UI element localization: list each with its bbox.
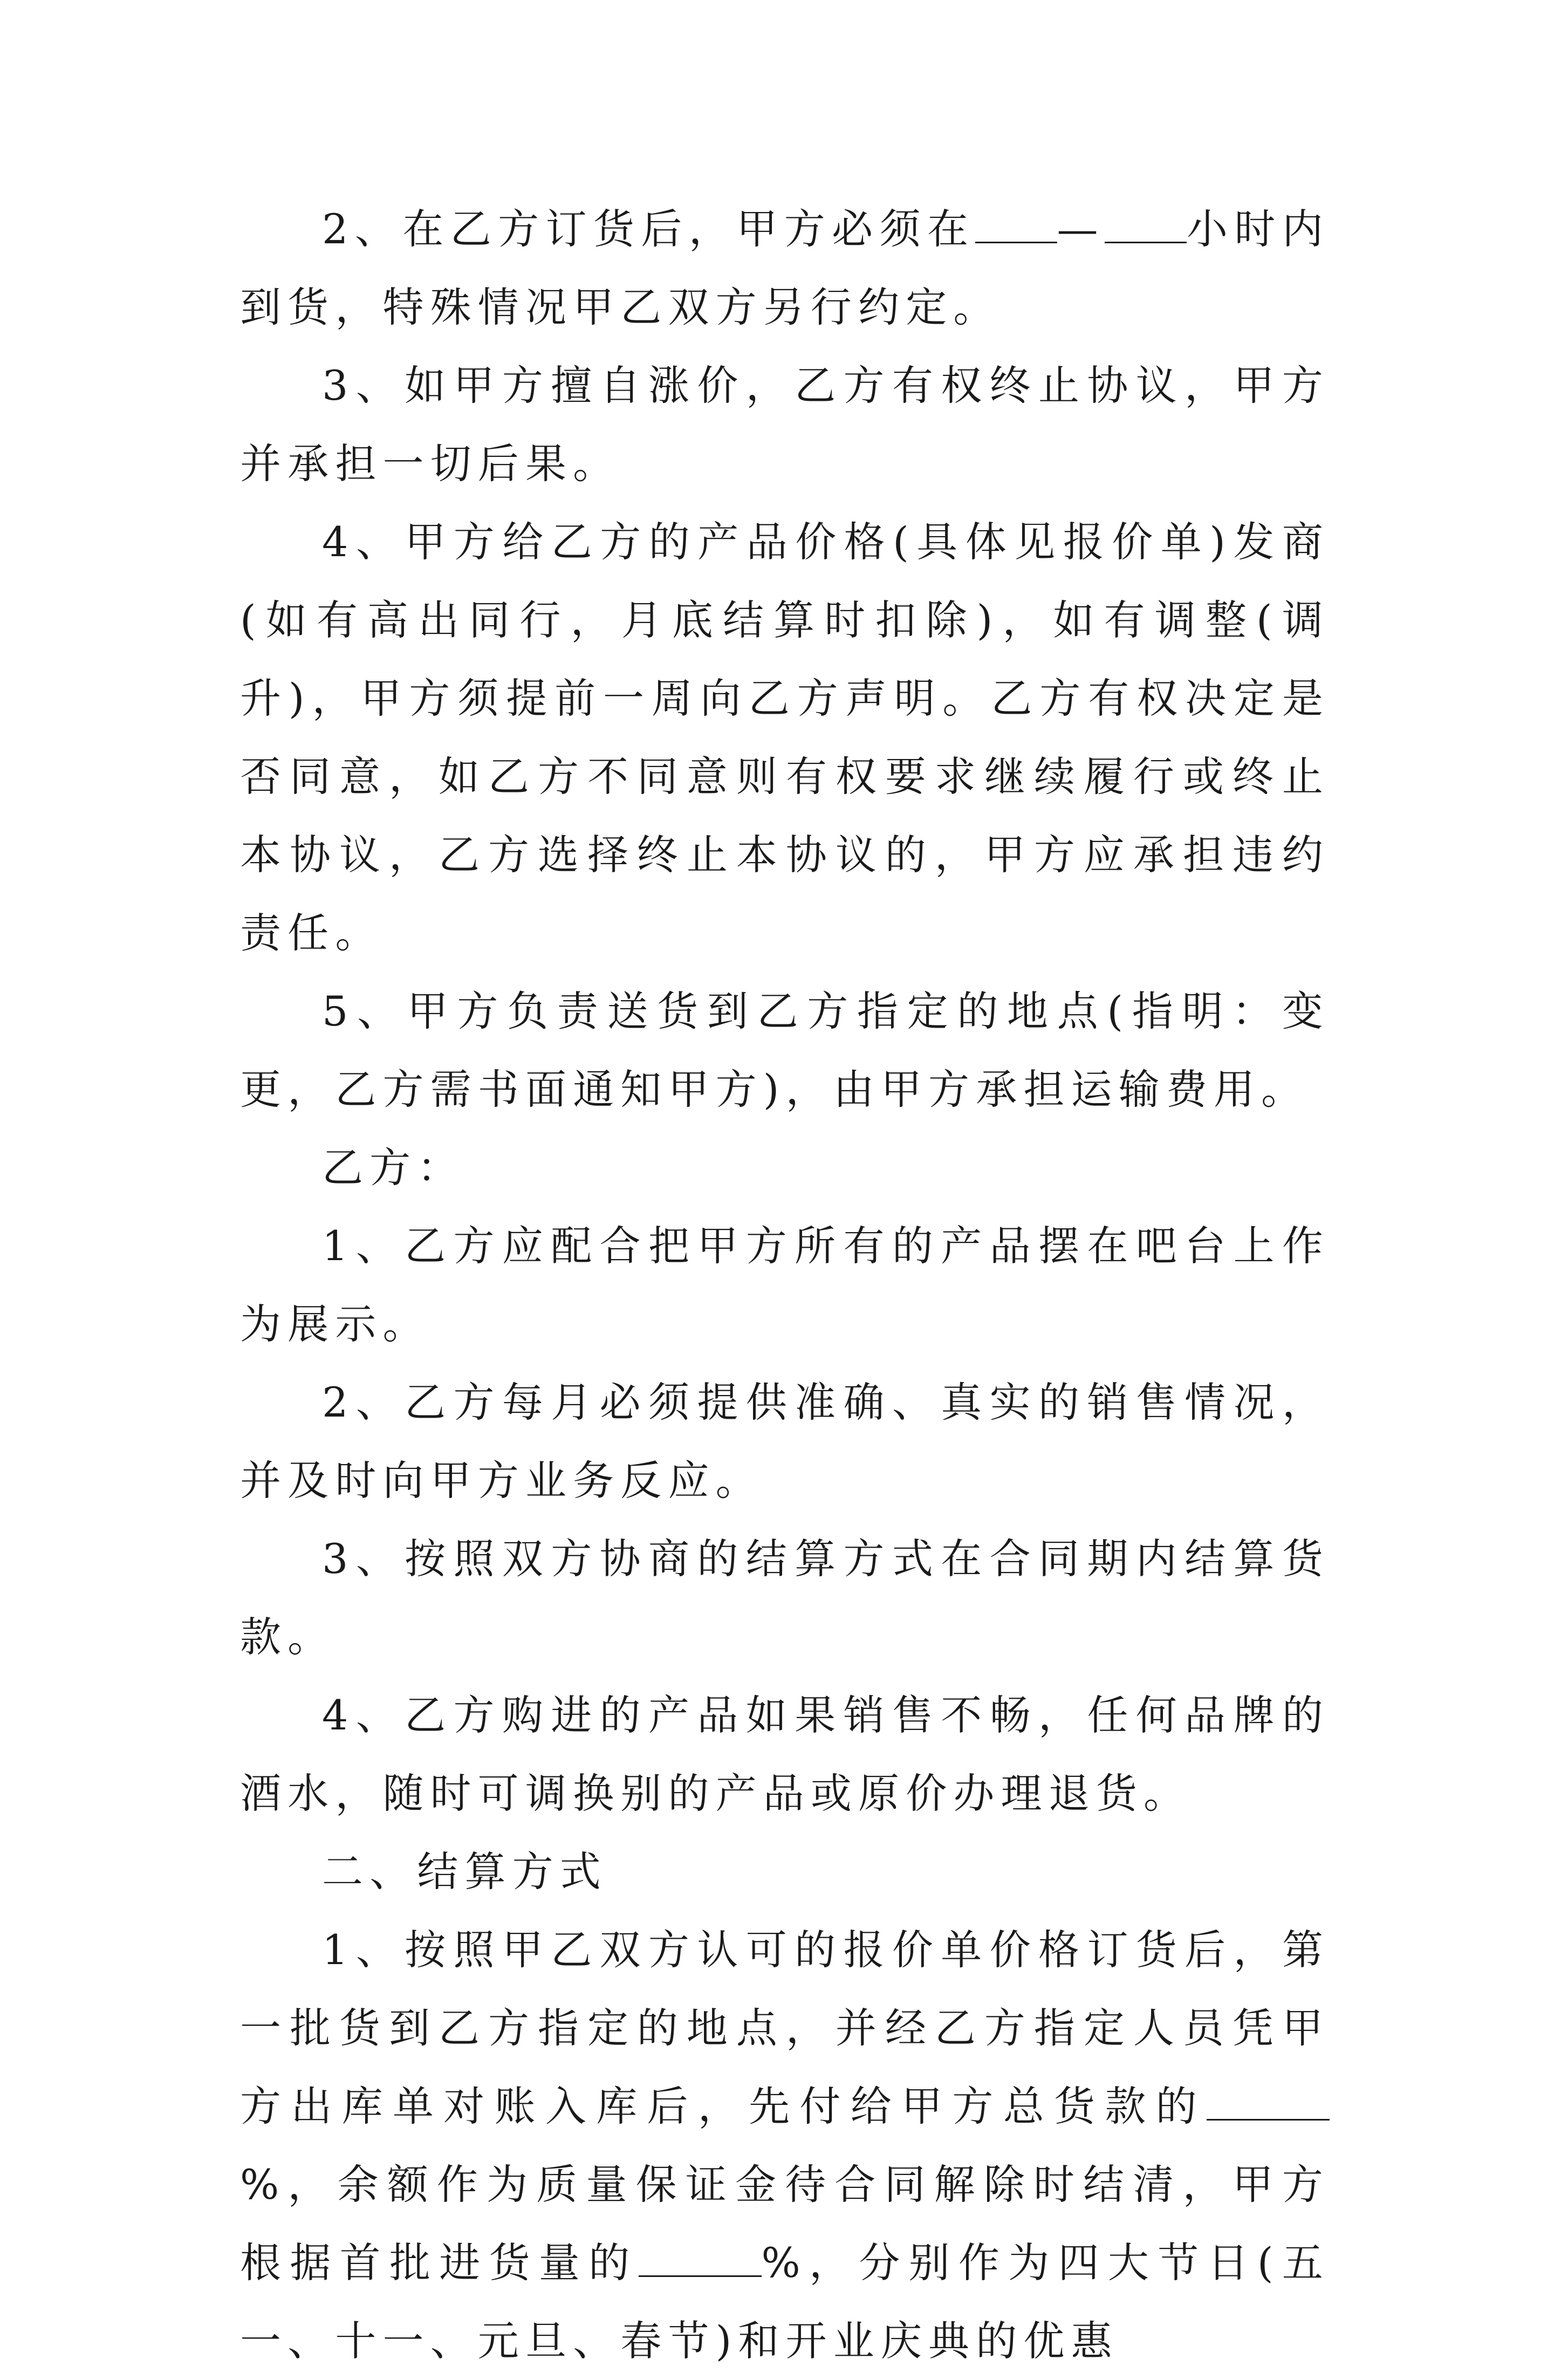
section-heading [240,1129,1330,1207]
clause-text: %，分别作为四大节日(五一、十一、元旦、春节)和开业庆典的优惠 [240,2239,1330,2365]
clause-text: 小时内到货，特殊情况甲乙双方另行约定。 [240,205,1330,331]
contract-clause [240,190,1330,346]
clause-text: 2、在乙方订货后，甲方必须在 [322,205,975,253]
clause-text: 4、乙方购进的产品如果销售不畅，任何品牌的酒水，随时可调换别的产品或原价办理退货。 [240,1691,1330,1817]
clause-text: 1、按照甲乙双方认可的报价单价格订货后，第一批货到乙方指定的地点，并经乙方指定人员凭甲方出库单对账入库后，先付给甲方总货款的 [240,1926,1330,2130]
fill-in-blank [1105,203,1187,243]
fill-in-blank [975,203,1057,243]
clause-text: 4、甲方给乙方的产品价格(具体见报价单)发商(如有高出同行，月底结算时扣除)，如有调整(调升)，甲方须提前一周向乙方声明。乙方有权决定是否同意，如乙方不同意则有权要求继续履行或终止本协议，乙方选择终止本协议的，甲方应承担违约责任。 [240,518,1330,957]
section-heading [240,1832,1330,1911]
clause-text: 乙方： [322,1144,465,1192]
clause-text: 3、按照双方协商的结算方式在合同期内结算货款。 [240,1535,1330,1661]
clause-text: 1、乙方应配合把甲方所有的产品摆在吧台上作为展示。 [240,1222,1330,1348]
clause-text: — [1057,205,1105,253]
clause-text: 5、甲方负责送货到乙方指定的地点(指明：变更，乙方需书面通知甲方)，由甲方承担运输费用。 [240,987,1330,1113]
contract-text-body [240,190,1330,2380]
contract-clause [240,1676,1330,1832]
fill-in-blank [1207,2080,1330,2121]
contract-clause [240,1520,1330,1676]
clause-text: %，余额作为质量保证金待合同解除时结清，甲方根据首批进货量的 [240,2160,1330,2287]
clause-text: 3、如甲方擅自涨价，乙方有权终止协议，甲方并承担一切后果。 [240,361,1330,488]
clause-text: 2、乙方每月必须提供准确、真实的销售情况，并及时向甲方业务反应。 [240,1378,1330,1504]
contract-clause [240,1363,1330,1520]
contract-clause [240,972,1330,1129]
contract-clause [240,1207,1330,1363]
contract-clause [240,1911,1330,2380]
contract-clause [240,503,1330,972]
fill-in-blank [639,2237,762,2277]
contract-clause [240,346,1330,503]
clause-text: 二、结算方式 [322,1848,607,1896]
